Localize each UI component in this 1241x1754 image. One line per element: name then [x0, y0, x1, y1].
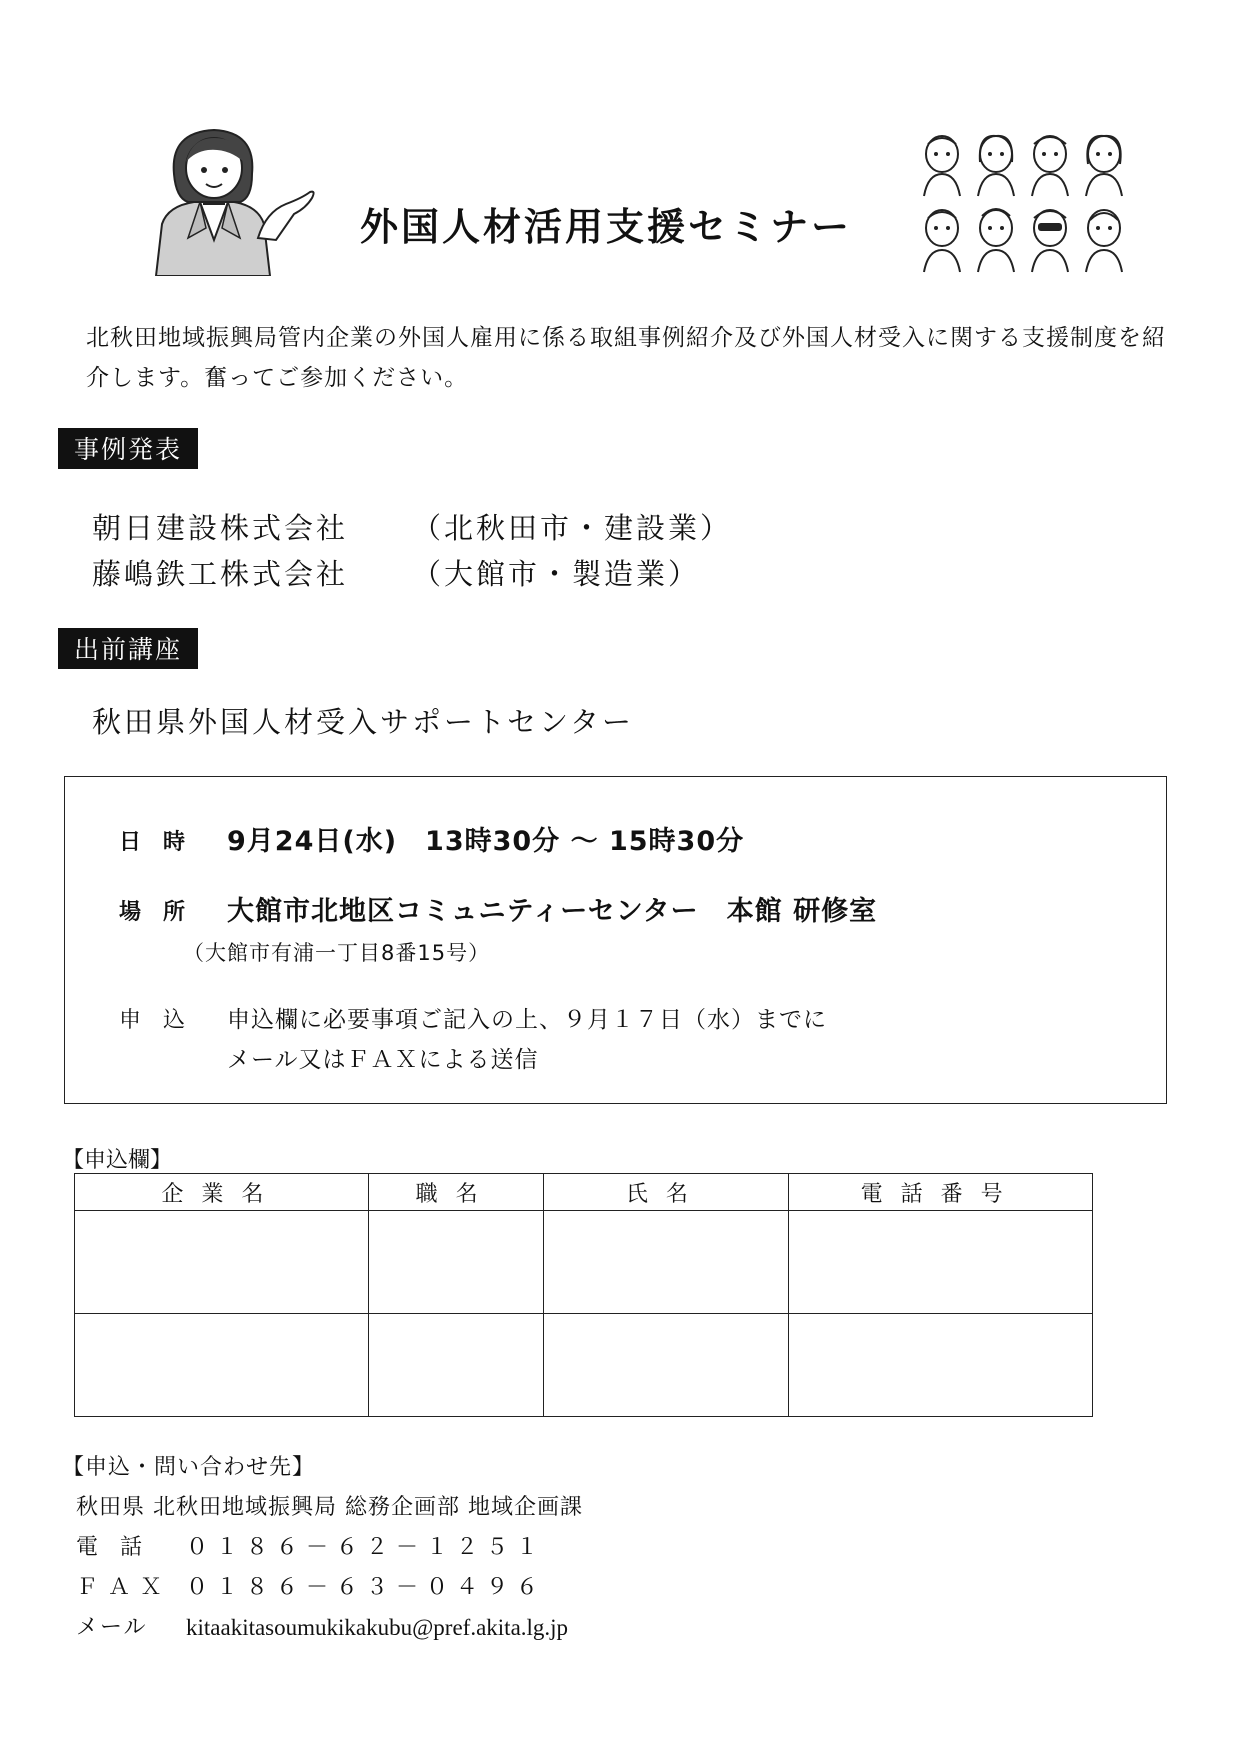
place-label: 場所 [119, 900, 208, 925]
contact-org: 秋田県 北秋田地域振興局 総務企画部 地域企画課 [76, 1495, 583, 1520]
apply-label: 申込 [119, 1008, 208, 1033]
mail-value[interactable]: kitaakitasoumukikakubu@pref.akita.lg.jp [186, 1615, 569, 1640]
phone-label: 電話 [76, 1535, 165, 1560]
contact-mail-row [62, 1608, 583, 1648]
case-section-label: 事例発表 [58, 428, 198, 469]
event-details-box [64, 776, 1167, 1104]
table-row [75, 1314, 1093, 1417]
diverse-people-illustration [922, 132, 1134, 276]
fax-value: ０１８６－６３－０４９６ [186, 1575, 547, 1600]
company-name: 朝日建設株式会社 [92, 511, 349, 545]
col-name: 氏名 [543, 1174, 789, 1211]
fax-label: ＦＡＸ [76, 1575, 173, 1600]
company-name: 藤嶋鉄工株式会社 [92, 557, 349, 591]
apply-line-2: メール又はＦＡＸによる送信 [227, 1047, 539, 1073]
company-item [92, 506, 733, 547]
form-cell[interactable] [789, 1211, 1093, 1314]
form-cell[interactable] [789, 1314, 1093, 1417]
presenter-woman-illustration [148, 128, 318, 276]
contact-phone-row [62, 1528, 583, 1568]
table-row [75, 1211, 1093, 1314]
apply-line-1: 申込欄に必要事項ご記入の上、９月１７日（水）までに [227, 1007, 827, 1033]
form-label: 【申込欄】 [62, 1148, 173, 1173]
contact-block [62, 1448, 583, 1648]
form-cell[interactable] [75, 1211, 369, 1314]
place-value: 大館市北地区コミュニティーセンター 本館 研修室 [227, 896, 878, 927]
intro-text: 北秋田地域振興局管内企業の外国人雇用に係る取組事例紹介及び外国人材受入に関する支援制度を紹介します。奮ってご参加ください。 [86, 325, 1166, 391]
support-center-name: 秋田県外国人材受入サポートセンター [92, 705, 634, 739]
application-form-table [74, 1173, 1093, 1417]
date-label: 日時 [119, 830, 208, 855]
mail-label: メール [76, 1615, 148, 1640]
date-value: 9月24日(水) 13時30分 ～ 15時30分 [227, 826, 745, 857]
form-cell[interactable] [543, 1211, 789, 1314]
phone-value: ０１８６－６２－１２５１ [186, 1535, 547, 1560]
form-cell[interactable] [543, 1314, 789, 1417]
company-location: （大館市・製造業） [412, 557, 701, 591]
col-company: 企業名 [75, 1174, 369, 1211]
lecture-section-label: 出前講座 [58, 628, 198, 669]
form-cell[interactable] [368, 1211, 543, 1314]
company-item [92, 552, 701, 593]
col-phone: 電話番号 [789, 1174, 1093, 1211]
seminar-title: 外国人材活用支援セミナー [360, 205, 853, 249]
contact-heading: 【申込・問い合わせ先】 [62, 1455, 316, 1480]
form-cell[interactable] [75, 1314, 369, 1417]
col-title: 職名 [368, 1174, 543, 1211]
place-address: （大館市有浦一丁目8番15号） [183, 941, 491, 965]
company-location: （北秋田市・建設業） [412, 511, 733, 545]
contact-fax-row [62, 1568, 583, 1608]
form-cell[interactable] [368, 1314, 543, 1417]
